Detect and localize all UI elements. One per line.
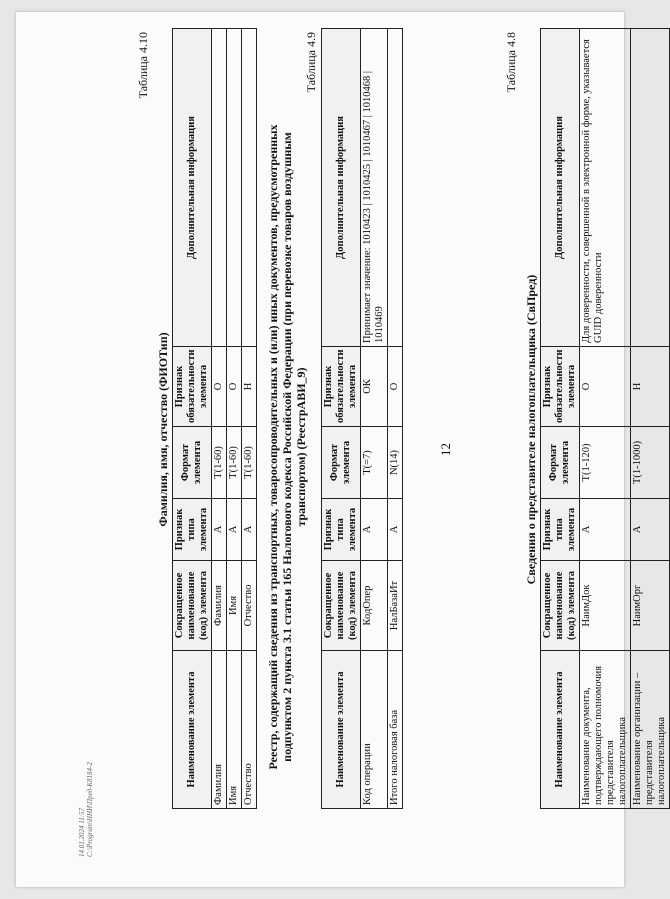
cell-info [212,29,227,347]
header-name: Наименование элемента [541,651,580,809]
cell-type: А [361,499,388,561]
table-row [580,29,631,809]
table-4-8 [540,28,670,809]
header-format: Формат элемента [173,427,212,499]
header-format: Формат элемента [541,427,580,499]
table-row [227,29,242,809]
cell-required: Н [631,347,670,427]
cell-name: Имя [227,651,242,809]
header-type: Признак типа элемента [322,499,361,561]
cell-format: T(1-120) [580,427,631,499]
header-code: Сокращенное наименование (код) элемента [322,561,361,651]
header-info: Дополнительная информация [322,29,361,347]
cell-code: Фамилия [212,561,227,651]
cell-required: О [580,347,631,427]
cell-format: T(=7) [361,427,388,499]
cell-code: КодОпер [361,561,388,651]
cell-required: О [227,347,242,427]
header-format: Формат элемента [322,427,361,499]
cell-name: Итого налоговая база [388,651,403,809]
stamp-line-1: 14.01.2024 11:57 [78,807,86,857]
cell-info [242,29,257,347]
cell-format: T(1-1000) [631,427,670,499]
table-4-9 [321,28,403,809]
cell-code: НалБазаИт [388,561,403,651]
table-row [388,29,403,809]
cell-name: Отчество [242,651,257,809]
page-number: 12 [438,443,453,456]
cell-type: А [631,499,670,561]
header-info: Дополнительная информация [173,29,212,347]
header-type: Признак типа элемента [541,499,580,561]
header-required: Признак обязательности элемента [322,347,361,427]
cell-type: А [388,499,403,561]
header-required: Признак обязательности элемента [173,347,212,427]
cell-required: О [212,347,227,427]
table-4-9-title: Реестр, содержащий сведения из транспортных, товаросопроводительных и (или) иных документов, предусмотренных подпунктом 2 пункта 3.1 статьи 165 Налогового кодекса Российской Федерации (при перевозке товаров воздушным транспортом) (РеестрАВИ_9) [266,124,308,770]
table-4-10 [172,28,257,809]
table-4-8-label: Таблица 4.8 [504,32,518,93]
cell-type: А [212,499,227,561]
header-info: Дополнительная информация [541,29,580,347]
cell-code: НаимОрг [631,561,670,651]
cell-name: Наименование организации – представителя налогоплательщика [631,651,670,809]
table-4-9-label: Таблица 4.9 [304,32,318,93]
header-required: Признак обязательности элемента [541,347,580,427]
table-header-row [541,29,580,809]
table-4-8-title: Сведения о представителе налогоплательщика (СвПред) [524,274,538,585]
cell-code: Имя [227,561,242,651]
cell-format: N(14) [388,427,403,499]
cell-format: T(1-60) [212,427,227,499]
table-header-row [173,29,212,809]
cell-required: О [388,347,403,427]
table-row [631,29,670,809]
cell-code: Отчество [242,561,257,651]
rotated-page-content [16,12,667,887]
table-row [212,29,227,809]
cell-type: А [580,499,631,561]
header-code: Сокращенное наименование (код) элемента [541,561,580,651]
header-name: Наименование элемента [173,651,212,809]
cell-format: T(1-60) [242,427,257,499]
cell-info [227,29,242,347]
cell-name: Наименование документа, подтверждающего полномочия представителя налогоплательщика [580,651,631,809]
cell-required: Н [242,347,257,427]
table-row [242,29,257,809]
table-4-10-label: Таблица 4.10 [136,32,150,99]
cell-info [631,29,670,347]
cell-code: НаимДок [580,561,631,651]
table-row [361,29,388,809]
header-code: Сокращенное наименование (код) элемента [173,561,212,651]
cell-name: Фамилия [212,651,227,809]
header-type: Признак типа элемента [173,499,212,561]
header-name: Наименование элемента [322,651,361,809]
table-4-10-title: Фамилия, имя, отчество (ФИОТип) [156,332,170,527]
cell-info: Принимает значение: 1010423 | 1010425 | 1010467 | 1010468 | 1010469 [361,29,388,347]
cell-info [388,29,403,347]
cell-type: А [227,499,242,561]
cell-name: Код операции [361,651,388,809]
document-page [16,12,667,887]
cell-required: ОК [361,347,388,427]
cell-format: T(1-60) [227,427,242,499]
print-stamp [78,697,94,857]
table-header-row [322,29,361,809]
cell-type: А [242,499,257,561]
cell-info: Для доверенности, совершенной в электронной форме, указывается GUID доверенности [580,29,631,347]
stamp-line-2: C:\Program\ННИ\Пред-К8184-2 [86,762,94,857]
